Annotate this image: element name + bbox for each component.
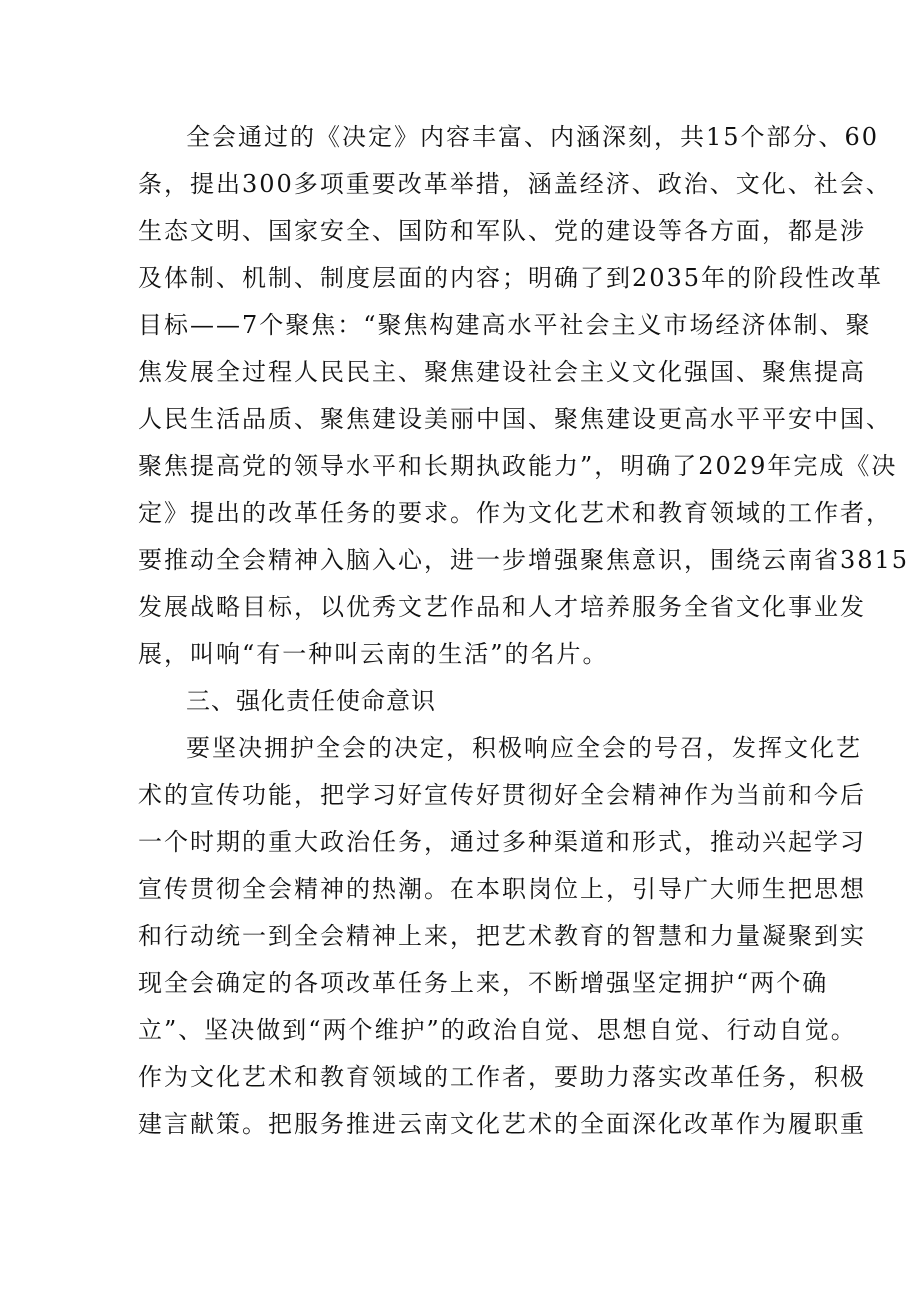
paragraph-1-line-9: 定》提出的改革任务的要求。作为文化艺术和教育领域的工作者， — [138, 499, 892, 527]
paragraph-1-line-6: 焦发展全过程人民民主、聚焦建设社会主义文化强国、聚焦提高 — [138, 358, 866, 386]
paragraph-2-line-4: 宣传贯彻全会精神的热潮。在本职岗位上，引导广大师生把思想 — [138, 875, 866, 903]
paragraph-2-line-2: 术的宣传功能，把学习好宣传好贯彻好全会精神作为当前和今后 — [138, 781, 866, 809]
paragraph-2-line-3: 一个时期的重大政治任务，通过多种渠道和形式，推动兴起学习 — [138, 828, 866, 856]
paragraph-1-line-2: 条，提出300多项重要改革举措，涵盖经济、政治、文化、社会、 — [138, 170, 892, 198]
paragraph-1-line-3: 生态文明、国家安全、国防和军队、党的建设等各方面，都是涉 — [138, 217, 866, 245]
paragraph-1-line-11: 发展战略目标，以优秀文艺作品和人才培养服务全省文化事业发 — [138, 593, 866, 621]
paragraph-1-line-4: 及体制、机制、制度层面的内容；明确了到2035年的阶段性改革 — [138, 264, 884, 292]
paragraph-2-line-9: 建言献策。把服务推进云南文化艺术的全面深化改革作为履职重 — [138, 1110, 866, 1138]
paragraph-2-line-8: 作为文化艺术和教育领域的工作者，要助力落实改革任务，积极 — [138, 1063, 866, 1091]
paragraph-1-line-10: 要推动全会精神入脑入心，进一步增强聚焦意识，围绕云南省3815 — [138, 546, 910, 574]
paragraph-2-line-5: 和行动统一到全会精神上来，把艺术教育的智慧和力量凝聚到实 — [138, 922, 866, 950]
paragraph-1-line-12: 展，叫响“有一种叫云南的生活”的名片。 — [138, 640, 609, 668]
document-body — [138, 114, 910, 1148]
paragraph-1-line-7: 人民生活品质、聚焦建设美丽中国、聚焦建设更高水平平安中国、 — [138, 405, 892, 433]
section-heading: 三、强化责任使命意识 — [186, 687, 436, 715]
paragraph-2-line-7: 立”、坚决做到“两个维护”的政治自觉、思想自觉、行动自觉。 — [138, 1016, 857, 1044]
paragraph-1-line-1: 全会通过的《决定》内容丰富、内涵深刻，共15个部分、60 — [186, 123, 880, 151]
paragraph-1-line-8: 聚焦提高党的领导水平和长期执政能力”，明确了2029年完成《决 — [138, 452, 898, 480]
paragraph-2-line-1: 要坚决拥护全会的决定，积极响应全会的号召，发挥文化艺 — [186, 734, 862, 762]
paragraph-2-line-6: 现全会确定的各项改革任务上来，不断增强坚定拥护“两个确 — [138, 969, 829, 997]
paragraph-1-line-5: 目标——7个聚焦：“聚焦构建高水平社会主义市场经济体制、聚 — [138, 311, 872, 339]
